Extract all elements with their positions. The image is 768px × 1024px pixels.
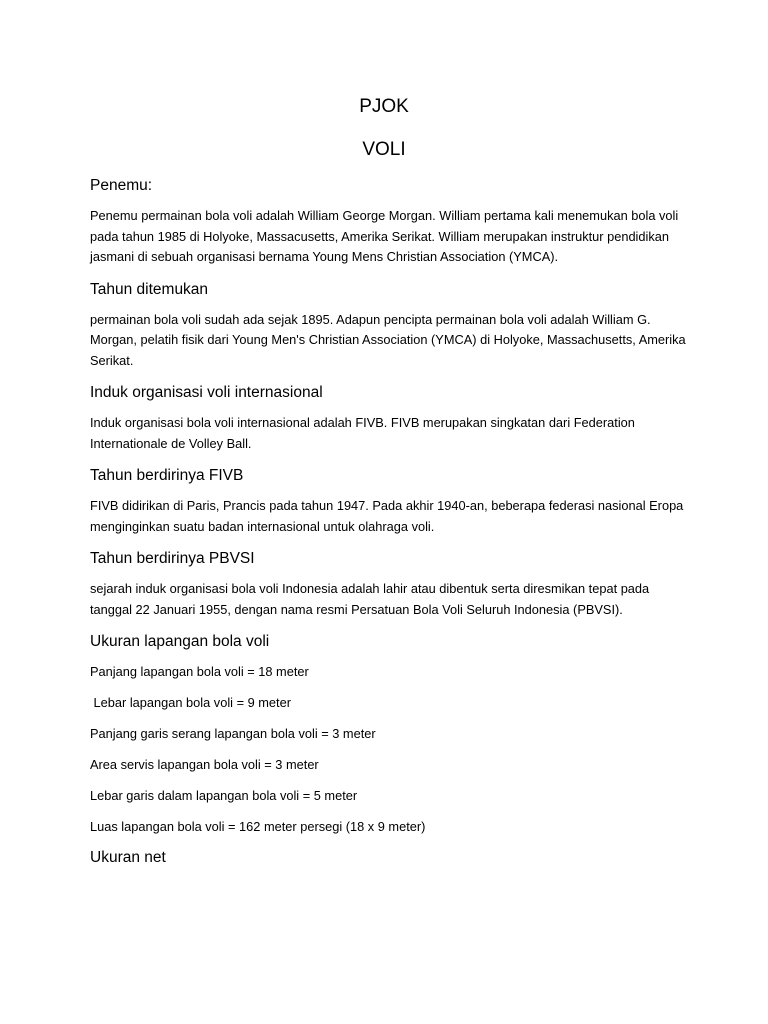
section-heading-tahun-ditemukan: Tahun ditemukan [90, 280, 209, 298]
section-heading-induk-organisasi: Induk organisasi voli internasional [90, 384, 323, 401]
list-item: Lebar garis dalam lapangan bola voli = 5 meter [90, 788, 358, 803]
list-item: Area servis lapangan bola voli = 3 meter [90, 757, 319, 772]
list-item: Panjang lapangan bola voli = 18 meter [90, 664, 309, 679]
section-text-induk-organisasi: Induk organisasi bola voli internasional adalah FIVB. FIVB merupakan singkatan dari Federation Internationale de Volley Ball. [90, 415, 635, 451]
section-text-penemu: Penemu permainan bola voli adalah William George Morgan. William pertama kali menemukan bola voli pada tahun 1985 di Holyoke, Massacusetts, Amerika Serikat. William merupakan instruktur pendidikan jasmani di sebuah organisasi bernama Young Mens Christian Association (YMCA). [90, 208, 679, 264]
section-heading-ukuran-lapangan: Ukuran lapangan bola voli [90, 633, 270, 650]
document-body [90, 176, 690, 878]
section-text-tahun-ditemukan: permainan bola voli sudah ada sejak 1895. Adapun pencipta permainan bola voli adalah William G. Morgan, pelatih fisik dari Young Men's Christian Association (YMCA) di Holyoke, Massachusetts, Amerika Serikat. [90, 311, 686, 368]
section-heading-ukuran-net: Ukuran net [90, 849, 166, 866]
list-item: Panjang garis serang lapangan bola voli = 3 meter [90, 726, 376, 741]
section-heading-pbvsi: Tahun berdirinya PBVSI [90, 550, 255, 567]
section-text-pbvsi: sejarah induk organisasi bola voli Indonesia adalah lahir atau dibentuk serta diresmikan tepat pada tanggal 22 Januari 1955, dengan nama resmi Persatuan Bola Voli Seluruh Indonesia (PBVSI). [90, 581, 650, 617]
section-heading-penemu: Penemu: [90, 177, 153, 194]
list-item: Luas lapangan bola voli = 162 meter persegi (18 x 9 meter) [90, 819, 426, 834]
document-subtitle: VOLI [362, 139, 406, 160]
section-text-fivb: FIVB didirikan di Paris, Prancis pada tahun 1947. Pada akhir 1940-an, beberapa federasi nasional Eropa menginginkan suatu badan internasional untuk olahraga voli. [90, 498, 684, 534]
section-heading-fivb: Tahun berdirinya FIVB [90, 467, 244, 484]
document-title: PJOK [359, 96, 409, 117]
list-item: Lebar lapangan bola voli = 9 meter [90, 695, 291, 710]
